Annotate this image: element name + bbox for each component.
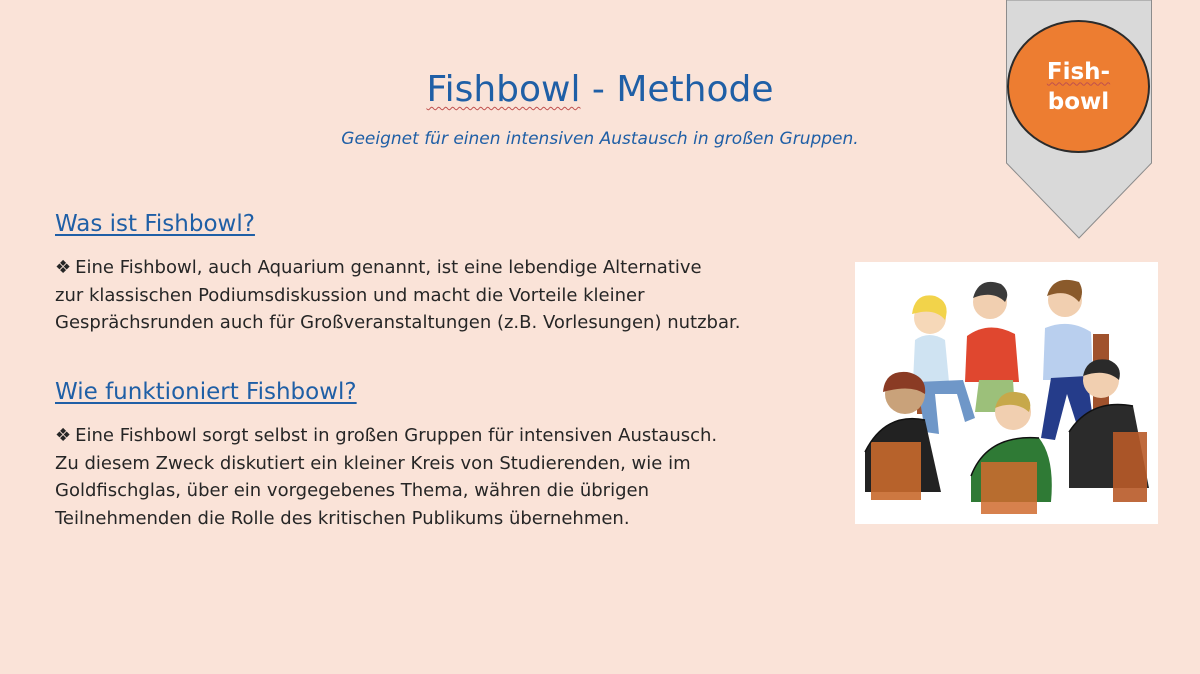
paragraph-line [55, 422, 815, 450]
text-line: Goldfischglas, über ein vorgegebenes Thema, währen die übrigen [55, 480, 649, 501]
paragraph-line [55, 254, 815, 282]
heading-wie-funktioniert-fishbowl: Wie funktioniert Fishbowl? [55, 379, 357, 405]
badge-line2: bowl [1047, 88, 1110, 115]
slide-subtitle: Geeignet für einen intensiven Austausch in großen Gruppen. [341, 129, 859, 149]
text-line: Zu diesem Zweck diskutiert ein kleiner Kreis von Studierenden, wie im [55, 452, 691, 474]
text-line: Eine Fishbowl sorgt selbst in großen Gruppen für intensiven Austausch. [75, 425, 718, 446]
text-line: Teilnehmenden die Rolle des kritischen Publikums übernehmen. [55, 507, 630, 529]
diamond-bullet-icon: ❖ [55, 425, 72, 446]
diamond-bullet-icon: ❖ [55, 257, 72, 278]
fishbowl-badge [1007, 20, 1150, 153]
paragraph-wie-funktioniert [55, 422, 815, 532]
text-line: Eine Fishbowl, auch Aquarium genannt, ist eine lebendige Alternative [75, 257, 702, 278]
heading-was-ist-fishbowl: Was ist Fishbowl? [55, 211, 255, 237]
badge-line1: Fish- [1046, 58, 1111, 85]
title-rest: - Methode [580, 69, 774, 110]
text-line: zur klassischen Podiumsdiskussion und macht die Vorteile kleiner [55, 284, 645, 306]
paragraph-was-ist [55, 254, 815, 337]
people-discussion-illustration [855, 262, 1158, 524]
text-line: Gesprächsrunden auch für Großveranstaltungen (z.B. Vorlesungen) nutzbar. [55, 312, 741, 333]
title-main: Fishbowl [426, 69, 581, 110]
